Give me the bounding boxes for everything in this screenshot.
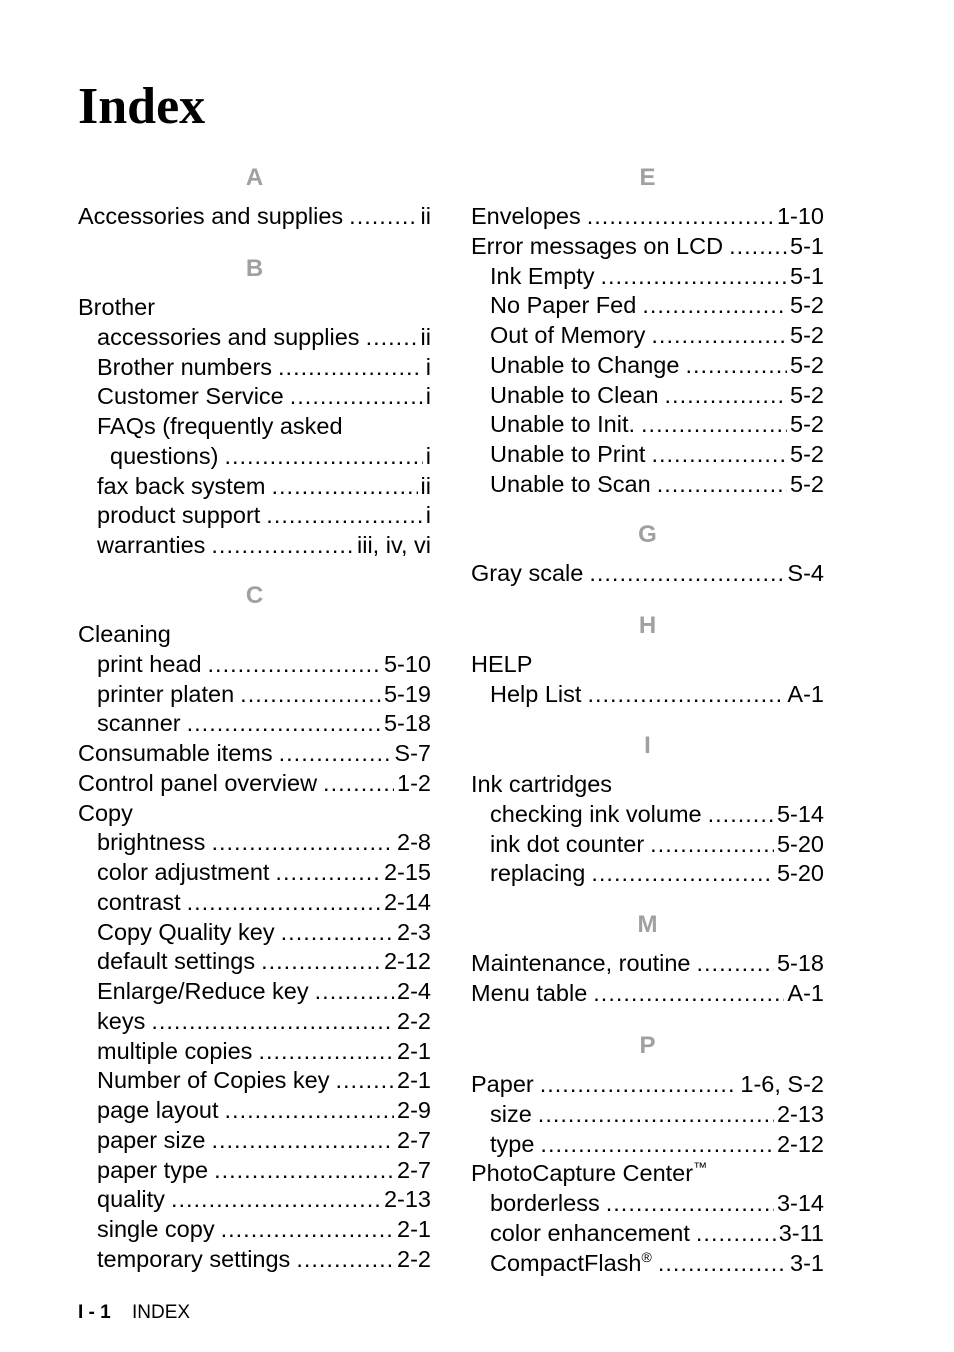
- dot-leader: [281, 917, 394, 947]
- index-page-ref: 2-1: [397, 1216, 431, 1242]
- index-term: contrast: [97, 888, 181, 915]
- dot-leader: [211, 827, 394, 857]
- index-entry: [78, 381, 431, 411]
- index-term: type: [490, 1130, 535, 1157]
- index-term: multiple copies: [97, 1037, 253, 1064]
- index-entry: [78, 352, 431, 382]
- dot-leader: [208, 649, 381, 679]
- index-page-ref: 5-1: [790, 232, 824, 259]
- footer-label: INDEX: [132, 1302, 191, 1323]
- index-entry: [471, 320, 824, 350]
- index-page-ref: A-1: [787, 680, 824, 707]
- index-term: Unable to Change: [490, 351, 680, 378]
- section-letter: E: [639, 164, 656, 191]
- index-term: warranties: [97, 532, 206, 558]
- index-page-ref: 2-1: [397, 1037, 431, 1064]
- index-term: Paper: [471, 1071, 534, 1097]
- dot-leader: [336, 1065, 395, 1095]
- index-term: printer platen: [97, 680, 235, 707]
- index-page-ref: 1-10: [776, 203, 824, 229]
- index-page-ref: ii: [420, 472, 431, 499]
- index-entry: [78, 738, 431, 768]
- index-page-ref: 5-18: [383, 710, 431, 737]
- index-entry: [471, 409, 824, 439]
- index-entry: [78, 917, 431, 947]
- index-term: fax back system: [97, 472, 266, 499]
- index-page-ref: 3-1: [790, 1249, 824, 1276]
- index-page-ref: 2-13: [776, 1100, 824, 1127]
- index-page-ref: 3-11: [778, 1219, 824, 1246]
- index-term: Ink Empty: [490, 262, 595, 289]
- index-term: brightness: [97, 829, 206, 856]
- index-entry: [471, 231, 824, 261]
- index-page-ref: 5-2: [790, 411, 824, 438]
- index-page-ref: ii: [420, 203, 431, 229]
- index-entry: [471, 1099, 824, 1129]
- dot-leader: [221, 1214, 394, 1244]
- index-term: size: [490, 1100, 532, 1127]
- dot-leader: [349, 201, 417, 231]
- index-entry: [78, 1184, 431, 1214]
- index-term: page layout: [97, 1097, 219, 1123]
- index-entry: [78, 1095, 431, 1125]
- page-title: Index: [78, 78, 206, 135]
- dot-leader: [651, 320, 787, 350]
- index-page-ref: 1-2: [397, 769, 431, 796]
- dot-leader: [171, 1184, 381, 1214]
- index-entry: [78, 798, 431, 828]
- index-term: Maintenance, routine: [471, 950, 691, 976]
- index-page-ref: 5-2: [790, 292, 824, 319]
- index-term: Control panel overview: [78, 769, 318, 796]
- index-page-ref: 2-1: [397, 1067, 431, 1094]
- index-page-ref: 2-15: [383, 859, 431, 885]
- dot-leader: [315, 976, 394, 1006]
- dot-leader: [261, 946, 381, 976]
- dot-leader: [275, 857, 381, 887]
- index-entry: [78, 1036, 431, 1066]
- index-term: Error messages on LCD: [471, 232, 724, 259]
- index-entry: [471, 978, 824, 1008]
- index-entry: [78, 708, 431, 738]
- index-page-ref: A-1: [787, 979, 824, 1006]
- index-page-ref: 2-2: [397, 1245, 431, 1272]
- index-term: Copy: [78, 799, 133, 826]
- section-letter: P: [639, 1032, 656, 1059]
- index-term: temporary settings: [97, 1245, 291, 1272]
- index-entry: [471, 350, 824, 380]
- index-entry: [471, 469, 824, 499]
- dot-leader: [240, 679, 381, 709]
- dot-leader: [323, 768, 394, 798]
- index-entry: [471, 1129, 824, 1159]
- dot-leader: [225, 1095, 395, 1125]
- section-letter: A: [245, 164, 264, 191]
- index-entry: [78, 1006, 431, 1036]
- section-letter: B: [245, 255, 264, 282]
- dot-leader: [540, 1129, 774, 1159]
- index-term: Brother numbers: [97, 353, 273, 380]
- index-entry: [78, 649, 431, 679]
- index-entry: [471, 829, 824, 859]
- dot-leader: [278, 352, 423, 382]
- dot-leader: [266, 500, 422, 530]
- index-entry: [78, 322, 431, 352]
- dot-leader: [587, 679, 784, 709]
- index-entry: [471, 290, 824, 320]
- index-entry: [78, 471, 431, 501]
- index-term: paper type: [97, 1156, 209, 1183]
- index-term: default settings: [97, 948, 256, 975]
- index-entry: [78, 1065, 431, 1095]
- index-entry: [78, 1155, 431, 1185]
- dot-leader: [211, 530, 354, 560]
- index-term: Unable to Init.: [490, 411, 636, 438]
- dot-leader: [224, 441, 422, 471]
- index-term: Consumable items: [78, 740, 273, 766]
- index-entry: [78, 1214, 431, 1244]
- index-term: questions): [110, 442, 219, 469]
- index-entry: [471, 1248, 824, 1278]
- index-term: keys: [97, 1007, 146, 1034]
- dot-leader: [642, 290, 787, 320]
- index-entry: [78, 1125, 431, 1155]
- dot-leader: [606, 1188, 774, 1218]
- index-term: Number of Copies key: [97, 1067, 330, 1094]
- index-entry: [78, 619, 431, 649]
- index-term: HELP: [471, 651, 533, 677]
- index-page-ref: 5-2: [790, 351, 824, 378]
- index-term: replacing: [490, 860, 586, 887]
- dot-leader: [366, 322, 418, 352]
- dot-leader: [658, 1248, 787, 1278]
- dot-leader: [650, 829, 774, 859]
- index-entry: [78, 201, 431, 231]
- index-term: color adjustment: [97, 859, 270, 885]
- dot-leader: [258, 1036, 394, 1066]
- section-letter: C: [245, 582, 264, 609]
- section-letter: H: [638, 612, 657, 639]
- dot-leader: [685, 350, 787, 380]
- index-term: Cleaning: [78, 621, 171, 647]
- trademark-symbol: ®: [641, 1248, 652, 1265]
- index-term: Accessories and supplies: [78, 203, 344, 229]
- dot-leader: [641, 409, 787, 439]
- index-page-ref: S-4: [787, 560, 824, 586]
- index-term: Brother: [78, 294, 156, 320]
- index-entry: [78, 500, 431, 530]
- index-page-ref: i: [425, 502, 431, 529]
- index-term: Out of Memory: [490, 322, 646, 348]
- dot-leader: [696, 1218, 776, 1248]
- dot-leader: [589, 558, 784, 588]
- page-footer: [78, 1301, 190, 1325]
- index-entry: [78, 827, 431, 857]
- index-term: Unable to Clean: [490, 381, 659, 408]
- dot-leader: [187, 708, 381, 738]
- dot-leader: [665, 380, 788, 410]
- index-page-ref: 2-4: [397, 978, 431, 1004]
- index-page-ref: 5-20: [776, 860, 824, 887]
- index-term: print head: [97, 650, 202, 677]
- dot-leader: [591, 858, 774, 888]
- dot-leader: [587, 201, 774, 231]
- index-page-ref: 5-10: [383, 650, 431, 677]
- index-page-ref: 2-14: [383, 888, 431, 915]
- index-page-ref: 3-14: [776, 1190, 824, 1216]
- dot-leader: [271, 471, 417, 501]
- index-page-ref: 1-6, S-2: [740, 1071, 824, 1097]
- index-page-ref: 2-3: [397, 918, 431, 945]
- index-entry: [471, 948, 824, 978]
- index-term: Unable to Scan: [490, 470, 651, 497]
- footer-page-number: I - 1: [78, 1302, 111, 1323]
- dot-leader: [729, 231, 787, 261]
- dot-leader: [600, 261, 787, 291]
- section-letter: M: [637, 911, 658, 938]
- index-entry: [471, 799, 824, 829]
- dot-leader: [657, 469, 787, 499]
- index-term: Help List: [490, 680, 582, 707]
- index-term: Menu table: [471, 979, 588, 1006]
- index-page-ref: 2-7: [397, 1156, 431, 1183]
- index-page-ref: 5-2: [790, 322, 824, 348]
- dot-leader: [651, 439, 787, 469]
- dot-leader: [279, 738, 392, 768]
- index-entry: [471, 679, 824, 709]
- section-letter: I: [644, 732, 651, 759]
- index-entry: [78, 292, 431, 322]
- index-page-ref: 5-19: [383, 680, 431, 707]
- index-term: single copy: [97, 1216, 215, 1242]
- index-page-ref: i: [425, 383, 431, 410]
- index-entry: [471, 649, 824, 679]
- index-term: borderless: [490, 1190, 600, 1216]
- index-entry: [78, 887, 431, 917]
- index-entry: [471, 558, 824, 588]
- index-term: accessories and supplies: [97, 323, 360, 350]
- index-entry: [78, 1244, 431, 1274]
- index-page-ref: 2-13: [383, 1186, 431, 1213]
- index-entry: [78, 530, 431, 560]
- index-entry: [471, 858, 824, 888]
- index-page-ref: i: [425, 442, 431, 469]
- index-page-ref: 2-12: [776, 1130, 824, 1157]
- index-term: ink dot counter: [490, 830, 645, 857]
- index-page-ref: 2-7: [397, 1126, 431, 1153]
- index-page-ref: 5-1: [790, 262, 824, 289]
- index-term: Customer Service: [97, 383, 284, 410]
- index-page-ref: ii: [420, 323, 431, 350]
- dot-leader: [211, 1125, 394, 1155]
- index-page-ref: i: [425, 353, 431, 380]
- index-entry: [78, 857, 431, 887]
- index-term: Gray scale: [471, 560, 584, 586]
- index-entry: [78, 679, 431, 709]
- index-entry: [471, 1188, 824, 1218]
- index-term: product support: [97, 502, 261, 529]
- index-term: CompactFlash®: [490, 1248, 652, 1276]
- index-term: Envelopes: [471, 203, 581, 229]
- index-entry: [471, 380, 824, 410]
- section-letter: G: [638, 521, 657, 548]
- index-page-ref: 5-2: [790, 470, 824, 497]
- index-term: Unable to Print: [490, 441, 646, 467]
- index-term: PhotoCapture Center™: [471, 1159, 708, 1187]
- index-page-ref: 2-12: [383, 948, 431, 975]
- dot-leader: [540, 1069, 738, 1099]
- dot-leader: [538, 1099, 774, 1129]
- index-entry: [471, 439, 824, 469]
- index-entry: [78, 976, 431, 1006]
- index-entry: [471, 201, 824, 231]
- index-term: quality: [97, 1186, 165, 1213]
- index-page-ref: 5-2: [790, 381, 824, 408]
- index-entry: [471, 1069, 824, 1099]
- index-term: paper size: [97, 1126, 206, 1153]
- trademark-symbol: ™: [693, 1159, 708, 1176]
- index-entry: [78, 411, 431, 441]
- index-page-ref: 5-20: [776, 830, 824, 857]
- index-page-ref: 2-8: [397, 829, 431, 856]
- index-page-ref: 2-9: [397, 1097, 431, 1123]
- dot-leader: [214, 1155, 394, 1185]
- index-entry: [471, 769, 824, 799]
- index-entry: [471, 1158, 824, 1188]
- dot-leader: [187, 887, 381, 917]
- index-term: FAQs (frequently asked: [97, 413, 343, 439]
- index-entry: [78, 946, 431, 976]
- index-page-ref: 2-2: [397, 1007, 431, 1034]
- index-term: Ink cartridges: [471, 771, 613, 797]
- dot-leader: [696, 948, 773, 978]
- index-term: No Paper Fed: [490, 292, 637, 319]
- index-entry: [471, 261, 824, 291]
- index-page-ref: iii, iv, vi: [357, 532, 431, 558]
- dot-leader: [290, 381, 423, 411]
- index-entry: [78, 441, 431, 471]
- dot-leader: [151, 1006, 394, 1036]
- index-page-ref: 5-2: [790, 441, 824, 467]
- index-page-ref: 5-18: [776, 950, 824, 976]
- dot-leader: [296, 1244, 394, 1274]
- index-term: scanner: [97, 710, 181, 737]
- index-term: color enhancement: [490, 1219, 690, 1246]
- index-term: checking ink volume: [490, 800, 702, 827]
- index-term: Copy Quality key: [97, 918, 275, 945]
- dot-leader: [708, 799, 774, 829]
- index-term: Enlarge/Reduce key: [97, 978, 309, 1004]
- dot-leader: [593, 978, 784, 1008]
- index-page-ref: S-7: [394, 740, 431, 766]
- index-entry: [471, 1218, 824, 1248]
- index-page-ref: 5-14: [776, 800, 824, 827]
- index-entry: [78, 768, 431, 798]
